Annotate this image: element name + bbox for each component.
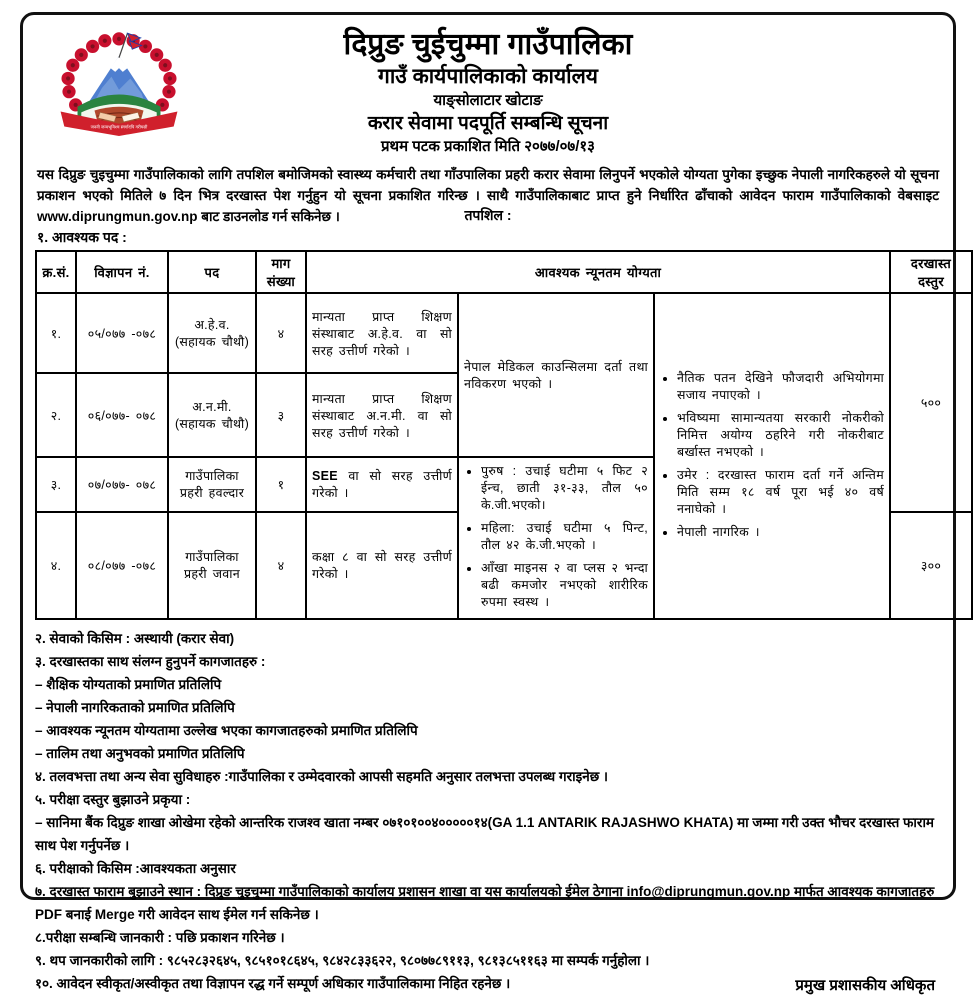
table-header-row [36, 251, 972, 293]
signature-title: प्रमुख प्रशासकीय अधिकृत [795, 977, 935, 994]
website-link[interactable]: www.diprungmun.gov.np [37, 209, 198, 224]
note-line: – नेपाली नागरिकताको प्रमाणित प्रतिलिपि [35, 700, 235, 715]
row4-sn: ४. [36, 512, 76, 619]
row1-count: ४ [256, 293, 306, 373]
office-title: गाउँ कार्यपालिकाको कार्यालय [378, 65, 598, 88]
row4-post: गाउँपालिका प्रहरी जवान [168, 512, 256, 619]
row3-count: १ [256, 457, 306, 512]
row1-post: अ.हे.व. (सहायक चौथौ) [168, 293, 256, 373]
note-line: ५. परीक्षा दस्तुर बुझाउने प्रकृया : [35, 792, 191, 807]
row2-advert: ०६/०७७- ०७८ [76, 373, 168, 457]
section-1-heading: १. आवश्यक पद : [37, 229, 127, 245]
municipality-title: दिप्रुङ चुईचुम्मा गाउँपालिका [343, 28, 633, 61]
row4-advert: ०८/०७७ -०७८ [76, 512, 168, 619]
common-bullet: • भविष्यमा सामान्यतया सरकारी नोकरीको निमित्त अयोग्य ठहरिने गरी नोकरीबाट बर्खास्त नभएको । [677, 409, 884, 460]
common-bullet: • उमेर : दरखास्त फाराम दर्ता गर्ने अन्तिम मिति सम्म १८ वर्ष पूरा भई ४० वर्ष ननाघेको । [677, 466, 884, 517]
col-header-sn: क्र.सं. [36, 251, 76, 293]
common-qualifications-cell [654, 293, 890, 619]
notice-document [20, 12, 956, 994]
note-line: २. सेवाको किसिम : अस्थायी (करार सेवा) [35, 631, 235, 646]
fee-rows-1-3: ५०० [890, 293, 972, 512]
tapasil-heading: तपशिल : [464, 207, 512, 223]
row3-qualification: SEE वा सो सरह उत्तीर्ण गरेको । [306, 457, 458, 512]
row2-qualification: मान्यता प्राप्त शिक्षण संस्थाबाट अ.न.मी. वा सो सरह उत्तीर्ण गरेको । [306, 373, 458, 457]
row2-post: अ.न.मी. (सहायक चौथौ) [168, 373, 256, 457]
row4-count: ४ [256, 512, 306, 619]
row1-sn: १. [36, 293, 76, 373]
row2-count: ३ [256, 373, 306, 457]
col-header-qualification: आवश्यक न्यूनतम योग्यता [306, 251, 890, 293]
table-row [36, 293, 972, 373]
note-line: – तालिम तथा अनुभवको प्रमाणित प्रतिलिपि [35, 746, 245, 761]
nepal-government-emblem-icon [53, 29, 185, 143]
note-line: ७. दरखास्त फाराम बुझाउने स्थान : दिप्रुङ चुइचुम्मा गाउँपालिकाको कार्यालय प्रशासन शाखा वा यस कार्यालयको ईमेल ठेगाना info@diprungmun.gov.np मार्फत आवश्यक कागजातहरु PDF बनाई Merge गरी आवेदन साथ ईमेल गर्न सकिनेछ । [35, 884, 935, 922]
common-bullet: • नेपाली नागरिक । [677, 523, 884, 540]
police-bullet: • पुरुष : उचाई घटीमा ५ फिट २ ईन्च, छाती ३१-३३, तौल ५० के.जी.भएको। [481, 462, 648, 513]
intro-text-before: यस दिप्रुङ चुइचुम्मा गाउँपालिकाको लागि तपशिल बमोजिमको स्वास्थ्य कर्मचारी तथा गाँउपालिका प्रहरी करार सेवामा लिनुपर्ने भएकोले योग्यता पुगेका इच्छुक नेपाली नागरिकहरुले यो सूचना प्रकाशन भएको मितिले ७ दिन भित्र दरखास्त पेश गर्नुहुन यो सूचना प्रकाशित गरिन्छ । साथै गाउँपालिकाबाट प्राप्त हुने निर्धारित ढाँचाको आवेदन फाराम गाउँपालिकाको वेबसाइट [37, 167, 939, 203]
row3-post: गाउँपालिका प्रहरी हवल्दार [168, 457, 256, 512]
col-header-count: माग संख्या [256, 251, 306, 293]
document-header [35, 19, 941, 157]
note-line: ६. परीक्षाको किसिम :आवश्यकता अनुसार [35, 861, 236, 876]
row1-qualification: मान्यता प्राप्त शिक्षण संस्थाबाट अ.हे.व. वा सो सरह उत्तीर्ण गरेको । [306, 293, 458, 373]
col-header-post: पद [168, 251, 256, 293]
row4-qualification: कक्षा ८ वा सो सरह उत्तीर्ण गरेको । [306, 512, 458, 619]
police-bullet: • आँखा माइनस २ वा प्लस २ भन्दा बढी कमजोर नभएको शारीरिक रुपमा स्वस्थ । [481, 559, 648, 610]
row1-advert: ०५/०७७ -०७८ [76, 293, 168, 373]
note-line: – शैक्षिक योग्यताको प्रमाणित प्रतिलिपि [35, 677, 222, 692]
notice-title: करार सेवामा पदपूर्ति सम्बन्धि सूचना [367, 113, 609, 134]
col-header-fee: दरखास्त दस्तुर [890, 251, 972, 293]
note-line: ९. थप जानकारीको लागि : ९८५२८३२६४५, ९८५१०१८६४५, ९८४२८३३६२२, ९८०७७८९११३, ९८१३८५११६३ मा सम्पर्क गर्नुहोला । [35, 953, 650, 968]
row3-sn: ३. [36, 457, 76, 512]
note-line: ८.परीक्षा सम्बन्धि जानकारी : पछि प्रकाशन गरिनेछ । [35, 930, 285, 945]
motto-text: जननी जन्मभूमिश्च स्वर्गादपि गरीयसी [90, 124, 148, 130]
fee-row-4: ३०० [890, 512, 972, 619]
note-line: ३. दरखास्तका साथ संलग्न हुनुपर्ने कागजातहरु : [35, 654, 266, 669]
note-line: १०. आवेदन स्वीकृत/अस्वीकृत तथा विज्ञापन रद्ध गर्ने सम्पूर्ण अधिकार गाउँपालिकामा निहित रहनेछ । [35, 976, 511, 991]
note-line: ४. तलवभत्ता तथा अन्य सेवा सुविधाहरु :गाउँपालिका र उम्मेदवारको आपसी सहमति अनुसार तलभत्ता उपलब्ध गराइनेछ । [35, 769, 609, 784]
row2-sn: २. [36, 373, 76, 457]
row3-advert: ०७/०७७- ०७८ [76, 457, 168, 512]
note-line: – आवश्यक न्यूनतम योग्यतामा उल्लेख भएका कागजातहरुको प्रमाणित प्रतिलिपि [35, 723, 418, 738]
office-address: याङ्सोलाटार खोटाङ [433, 92, 543, 109]
published-date: प्रथम पटक प्रकाशित मिति २०७७/०७/१३ [381, 138, 595, 155]
intro-text-after: बाट डाउनलोड गर्न सकिनेछ । [197, 209, 340, 224]
police-bullet: • महिला: उचाई घटीमा ५ पिन्ट, तौल ४२ के.जी.भएको । [481, 519, 648, 553]
see-label: SEE [312, 469, 338, 484]
col-header-advert: विज्ञापन नं. [76, 251, 168, 293]
notes-section [35, 627, 941, 995]
vacancy-table [35, 250, 973, 620]
police-qualifications-cell [458, 457, 654, 619]
common-bullet: • नैतिक पतन देखिने फौजदारी अभियोगमा सजाय नपाएको । [677, 369, 884, 403]
final-note-row [35, 972, 941, 995]
shared-health-qualification: नेपाल मेडिकल काउन्सिलमा दर्ता तथा नविकरण भएको । [458, 293, 654, 457]
note-line: – सानिमा बैंक दिप्रुङ शाखा ओखेमा रहेको आन्तरिक राजश्व खाता नम्बर ०७१०१००४०००००१४(GA 1.1 ANTARIK RAJASHWO KHATA) मा जम्मा गरी उक्त भौचर दरखास्त फाराम साथ पेश गर्नुपर्नेछ । [35, 815, 935, 853]
